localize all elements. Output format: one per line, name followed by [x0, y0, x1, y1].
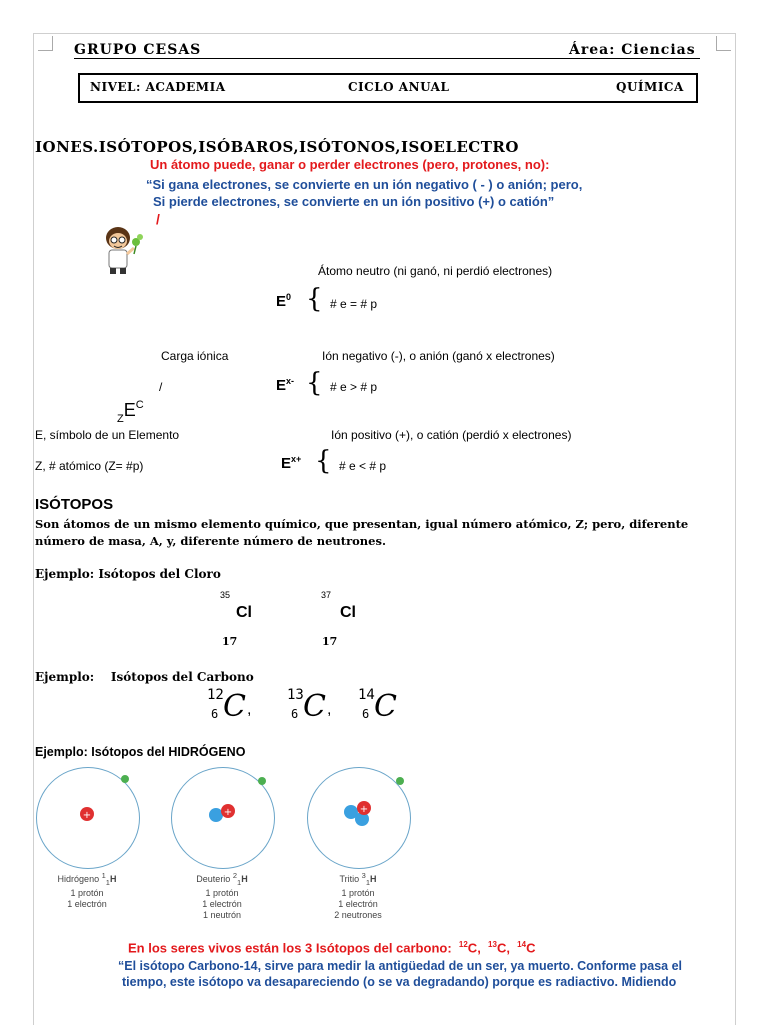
neutral-rule: # e = # p [330, 297, 378, 311]
level-ciclo: CICLO ANUAL [348, 80, 450, 94]
intro-text: Un átomo puede, ganar o perder electrones (pero, protones, no): [150, 157, 550, 172]
nuclide-notation: $_ZE^C$ [117, 399, 144, 425]
section-title: IONES.ISÓTOPOS,ISÓBAROS,ISÓTONOS,ISOELECTRO [35, 138, 519, 156]
negative-brace: { [306, 368, 323, 398]
level-nivel: NIVEL: ACADEMIA [90, 80, 226, 94]
cl35-symbol: Cl [236, 604, 252, 621]
footer-quote-1: “El isótopo Carbono-14, sirve para medir la antigüedad de un ser, ya muerto. Conforme pasa el [118, 959, 683, 973]
tritium-atom-icon [307, 767, 411, 869]
carbon-title: Ejemplo: Isótopos del Carbono [35, 670, 254, 684]
element-label: E, símbolo de un Elemento [35, 428, 180, 442]
neutral-label: Átomo neutro (ni ganó, ni perdió electrones) [318, 264, 553, 278]
cl35-z: 17 [222, 635, 238, 648]
positive-rule: # e < # p [339, 459, 387, 473]
cl37-z: 17 [322, 635, 338, 648]
neutral-symbol: $E^0$ [276, 292, 292, 310]
positive-brace: { [315, 446, 332, 476]
neutral-brace: { [306, 284, 323, 314]
deuterium-atom-icon [171, 767, 275, 869]
svg-text:+: + [359, 804, 369, 815]
hydrogen-caption: Hidrógeno $^1_1$H 1 protón 1 electrón [57, 871, 117, 909]
isotopes-definition: Son átomos de un mismo elemento químico, que presentan, igual número atómico, Z; pero, diferente número de masa, A, y, diferente número de neutrones. [35, 517, 689, 548]
footer-red-line: En los seres vivos están los 3 Isótopos del carbono: $^{12}$C, $^{13}$C, $^{14}$C [128, 940, 536, 956]
svg-text:+: + [82, 810, 92, 821]
header-area: Área: Ciencias [569, 42, 696, 58]
carga-label: Carga iónica [161, 349, 229, 363]
negative-rule: # e > # p [330, 380, 378, 394]
positive-label: Ión positivo (+), o catión (perdió x electrones) [331, 428, 572, 442]
corner-mark-left [38, 36, 53, 51]
deuterium-caption: Deuterio $^2_1$H 1 protón 1 electrón 1 neutrón [196, 871, 248, 920]
z-label: Z, # atómico (Z= #p) [35, 459, 144, 473]
red-slash: / [156, 211, 160, 227]
header-group: GRUPO CESAS [74, 42, 202, 58]
scientist-cartoon-icon [98, 224, 146, 276]
hydrogen-atom-icon [36, 767, 140, 869]
level-materia: QUÍMICA [616, 80, 684, 94]
negative-label: Ión negativo (-), o anión (ganó x electrones) [322, 349, 555, 363]
slash-mark: / [159, 380, 163, 394]
corner-mark-right [716, 36, 731, 51]
negative-symbol: $E^{x-}$ [276, 376, 295, 394]
quote-line-1: “Si gana electrones, se convierte en un ión negativo ( - ) o anión; pero, [146, 177, 583, 192]
hydrogen-title: Ejemplo: Isótopos del HIDRÓGENO [35, 745, 246, 759]
cl37-mass: 37 [321, 590, 332, 600]
level-box [78, 73, 698, 103]
cl35-mass: 35 [220, 590, 231, 600]
positive-symbol: $E^{x+}$ [281, 454, 302, 472]
tritium-caption: Tritio $^3_1$H 1 protón 1 electrón 2 neutrones [334, 871, 382, 920]
header-rule [74, 58, 700, 59]
chlorine-title: Ejemplo: Isótopos del Cloro [35, 567, 221, 581]
isotopes-title: ISÓTOPOS [35, 496, 114, 513]
footer-quote-2: tiempo, este isótopo va desapareciendo (o se va degradando) porque es radiactivo. Midiendo [122, 975, 677, 989]
quote-line-2: Si pierde electrones, se convierte en un ión positivo (+) o catión” [153, 194, 555, 209]
svg-text:+: + [223, 807, 233, 818]
cl37-symbol: Cl [340, 604, 356, 621]
